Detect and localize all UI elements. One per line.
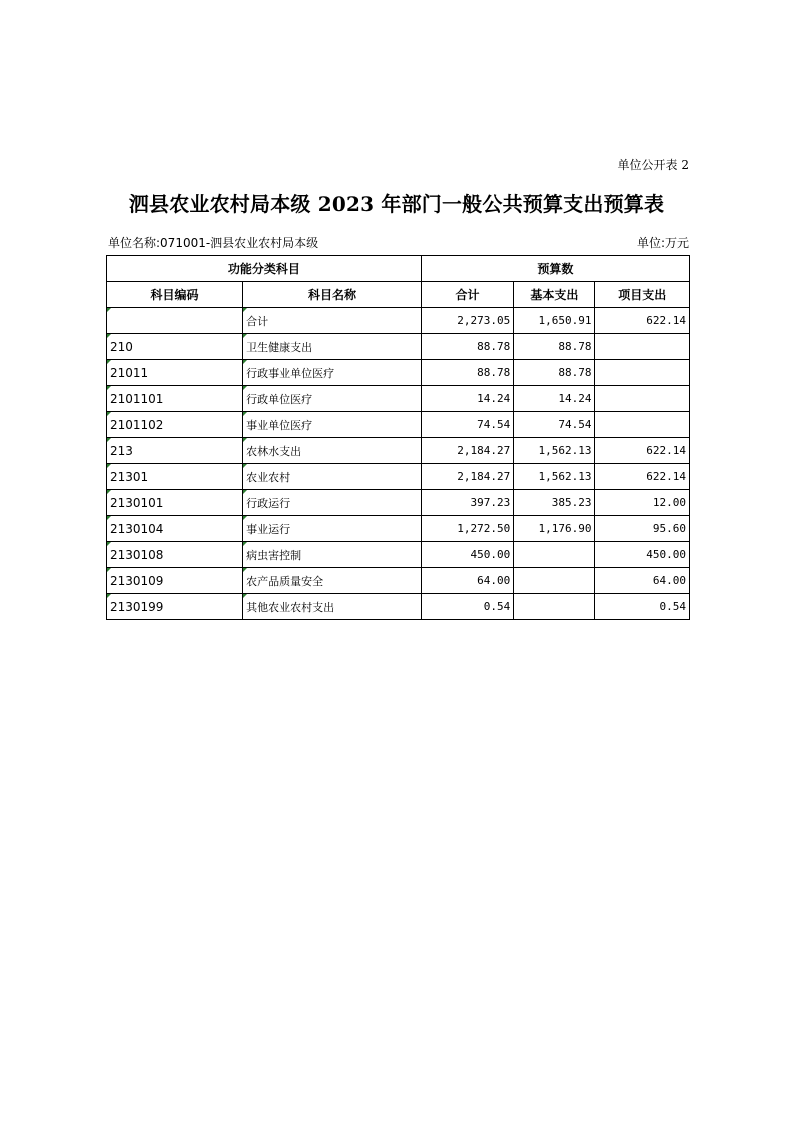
cell-total-text: 88.78 xyxy=(477,340,511,353)
cell-project-text: 12.00 xyxy=(652,496,686,509)
table-row xyxy=(107,516,690,542)
column-header-row xyxy=(107,282,690,308)
cell-total-text: 1,272.50 xyxy=(457,522,511,535)
cell-total xyxy=(421,594,513,620)
cell-name-text: 农产品质量安全 xyxy=(246,574,324,588)
cell-basic xyxy=(514,542,595,568)
cell-total xyxy=(421,464,513,490)
cell-basic xyxy=(514,360,595,386)
cell-marker-icon xyxy=(107,412,111,416)
cell-basic-text: 74.54 xyxy=(558,418,592,431)
cell-name-text: 农业农村 xyxy=(246,470,291,484)
cell-name xyxy=(243,542,422,568)
cell-basic-text: 1,562.13 xyxy=(538,470,592,483)
cell-marker-icon xyxy=(107,490,111,494)
cell-total xyxy=(421,568,513,594)
cell-name-text: 行政单位医疗 xyxy=(246,392,313,406)
cell-code xyxy=(107,464,243,490)
cell-total-text: 74.54 xyxy=(477,418,511,431)
header-name: 科目名称 xyxy=(243,282,422,308)
table-row xyxy=(107,490,690,516)
cell-basic xyxy=(514,334,595,360)
cell-code xyxy=(107,568,243,594)
cell-basic-text: 1,650.91 xyxy=(538,314,592,327)
table-row xyxy=(107,464,690,490)
cell-basic xyxy=(514,568,595,594)
cell-name-text: 合计 xyxy=(246,314,269,328)
cell-basic xyxy=(514,516,595,542)
cell-project xyxy=(595,386,690,412)
cell-code-text: 213 xyxy=(110,443,133,458)
cell-basic-text: 14.24 xyxy=(558,392,592,405)
cell-marker-icon xyxy=(107,308,111,312)
cell-total-text: 2,184.27 xyxy=(457,444,511,457)
cell-basic xyxy=(514,412,595,438)
cell-project-text: 0.54 xyxy=(659,600,686,613)
cell-project xyxy=(595,594,690,620)
cell-basic xyxy=(514,386,595,412)
cell-project-text: 95.60 xyxy=(652,522,686,535)
cell-total-text: 88.78 xyxy=(477,366,511,379)
table-row xyxy=(107,412,690,438)
cell-code xyxy=(107,438,243,464)
cell-name-text: 事业单位医疗 xyxy=(246,418,313,432)
cell-total-text: 64.00 xyxy=(477,574,511,587)
cell-marker-icon xyxy=(243,438,247,442)
cell-basic xyxy=(514,464,595,490)
cell-project xyxy=(595,490,690,516)
header-basic: 基本支出 xyxy=(514,282,595,308)
table-body xyxy=(107,308,690,620)
cell-basic-text: 385.23 xyxy=(551,496,592,509)
cell-code xyxy=(107,490,243,516)
cell-total-text: 14.24 xyxy=(477,392,511,405)
cell-project-text: 622.14 xyxy=(646,444,686,457)
cell-name xyxy=(243,386,422,412)
cell-total-text: 2,184.27 xyxy=(457,470,511,483)
table-row xyxy=(107,438,690,464)
page-title: 泗县农业农村局本级 2023 年部门一般公共预算支出预算表 xyxy=(128,192,665,216)
cell-project xyxy=(595,360,690,386)
cell-total xyxy=(421,438,513,464)
cell-name xyxy=(243,594,422,620)
cell-code-text: 21301 xyxy=(110,469,149,484)
cell-marker-icon xyxy=(243,412,247,416)
cell-code xyxy=(107,542,243,568)
cell-total xyxy=(421,360,513,386)
cell-code xyxy=(107,594,243,620)
cell-marker-icon xyxy=(243,386,247,390)
group-header-row xyxy=(107,256,690,282)
cell-marker-icon xyxy=(243,360,247,364)
cell-project xyxy=(595,334,690,360)
cell-basic-text: 88.78 xyxy=(558,366,592,379)
cell-total xyxy=(421,516,513,542)
cell-code-text: 2130199 xyxy=(110,599,164,614)
cell-total xyxy=(421,386,513,412)
cell-marker-icon xyxy=(243,516,247,520)
cell-name-text: 病虫害控制 xyxy=(246,548,302,562)
cell-marker-icon xyxy=(107,594,111,598)
table-row xyxy=(107,360,690,386)
budget-table xyxy=(106,255,690,620)
cell-total-text: 0.54 xyxy=(483,600,511,613)
cell-marker-icon xyxy=(243,464,247,468)
cell-project xyxy=(595,308,690,334)
cell-code-text: 2130109 xyxy=(110,573,164,588)
cell-project xyxy=(595,412,690,438)
cell-name xyxy=(243,334,422,360)
page-reference: 单位公开表 2 xyxy=(617,158,689,172)
cell-basic xyxy=(514,438,595,464)
cell-code-text: 2130101 xyxy=(110,495,164,510)
cell-name xyxy=(243,516,422,542)
cell-name xyxy=(243,308,422,334)
cell-marker-icon xyxy=(107,334,111,338)
unit-name: 单位名称:071001-泗县农业农村局本级 xyxy=(108,236,319,250)
cell-total-text: 397.23 xyxy=(470,496,511,509)
cell-marker-icon xyxy=(107,360,111,364)
cell-name xyxy=(243,490,422,516)
cell-name xyxy=(243,464,422,490)
cell-marker-icon xyxy=(243,542,247,546)
cell-marker-icon xyxy=(107,568,111,572)
cell-project xyxy=(595,438,690,464)
cell-marker-icon xyxy=(107,438,111,442)
cell-code-text: 210 xyxy=(110,339,133,354)
cell-project xyxy=(595,464,690,490)
table-row xyxy=(107,386,690,412)
cell-code xyxy=(107,516,243,542)
cell-project-text: 450.00 xyxy=(646,548,686,561)
cell-marker-icon xyxy=(107,386,111,390)
cell-total xyxy=(421,412,513,438)
cell-project xyxy=(595,542,690,568)
cell-total xyxy=(421,542,513,568)
cell-marker-icon xyxy=(107,542,111,546)
cell-name-text: 行政运行 xyxy=(246,496,291,510)
header-project: 项目支出 xyxy=(595,282,690,308)
cell-code xyxy=(107,334,243,360)
cell-basic xyxy=(514,594,595,620)
cell-total xyxy=(421,490,513,516)
cell-total xyxy=(421,308,513,334)
cell-project-text: 622.14 xyxy=(646,314,686,327)
table-row xyxy=(107,334,690,360)
cell-code-text: 2101101 xyxy=(110,391,164,406)
cell-project-text: 622.14 xyxy=(646,470,686,483)
cell-name-text: 其他农业农村支出 xyxy=(246,600,335,614)
cell-basic-text: 1,176.90 xyxy=(538,522,592,535)
cell-name-text: 农林水支出 xyxy=(246,444,302,458)
cell-code xyxy=(107,308,243,334)
header-total: 合计 xyxy=(421,282,513,308)
table-row xyxy=(107,542,690,568)
cell-marker-icon xyxy=(243,594,247,598)
cell-name-text: 行政事业单位医疗 xyxy=(246,366,335,380)
cell-marker-icon xyxy=(107,464,111,468)
cell-code-text: 21011 xyxy=(110,365,149,380)
cell-marker-icon xyxy=(243,490,247,494)
cell-project xyxy=(595,516,690,542)
unit-label: 单位:万元 xyxy=(636,236,689,250)
header-code: 科目编码 xyxy=(107,282,243,308)
cell-marker-icon xyxy=(243,308,247,312)
cell-name-text: 卫生健康支出 xyxy=(246,340,313,354)
cell-name-text: 事业运行 xyxy=(246,522,291,536)
cell-code xyxy=(107,412,243,438)
cell-total-text: 2,273.05 xyxy=(457,314,511,327)
cell-marker-icon xyxy=(243,334,247,338)
header-budget: 预算数 xyxy=(421,256,689,282)
cell-total-text: 450.00 xyxy=(470,548,511,561)
cell-name xyxy=(243,568,422,594)
header-classification: 功能分类科目 xyxy=(107,256,422,282)
table-row xyxy=(107,308,690,334)
cell-name xyxy=(243,360,422,386)
cell-marker-icon xyxy=(243,568,247,572)
table-row xyxy=(107,568,690,594)
cell-code-text: 2130108 xyxy=(110,547,164,562)
cell-code xyxy=(107,360,243,386)
cell-name xyxy=(243,438,422,464)
cell-project-text: 64.00 xyxy=(652,574,686,587)
cell-total xyxy=(421,334,513,360)
cell-code-text: 2130104 xyxy=(110,521,164,536)
cell-basic xyxy=(514,308,595,334)
cell-basic xyxy=(514,490,595,516)
cell-code xyxy=(107,386,243,412)
cell-project xyxy=(595,568,690,594)
table-row xyxy=(107,594,690,620)
cell-name xyxy=(243,412,422,438)
cell-marker-icon xyxy=(107,516,111,520)
cell-basic-text: 1,562.13 xyxy=(538,444,592,457)
cell-code-text: 2101102 xyxy=(110,417,164,432)
cell-basic-text: 88.78 xyxy=(558,340,592,353)
